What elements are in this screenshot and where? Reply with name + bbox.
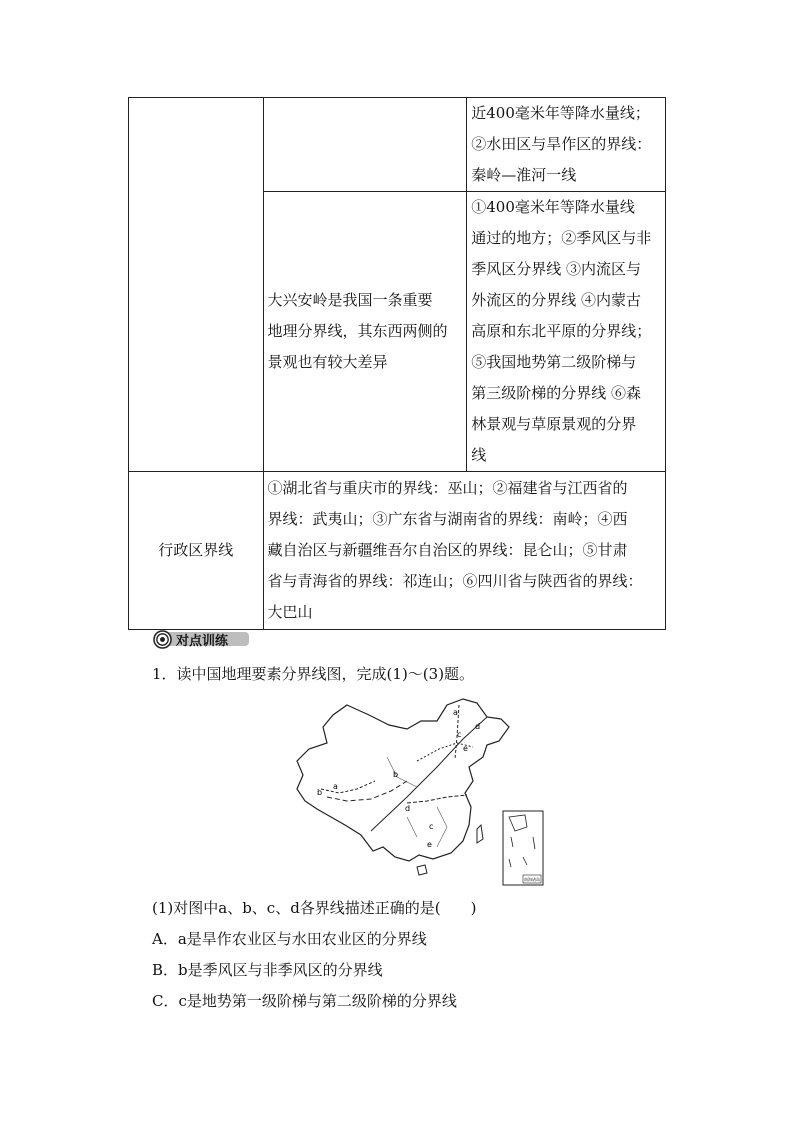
sub-question: (1)对图中a、b、c、d各界线描述正确的是( ) xyxy=(152,899,477,917)
map-label-e-ne: e xyxy=(463,744,468,753)
table-cell-daxinganling: 大兴安岭是我国一条重要 地理分界线，其东西两侧的 景观也有较大差异 xyxy=(263,192,467,472)
hainan-island xyxy=(417,865,427,875)
section-badge xyxy=(153,629,249,649)
map-label-c: c xyxy=(429,822,434,831)
table-cell-admin-boundary-title: 行政区界线 xyxy=(129,472,264,630)
badge-label: 对点训练 xyxy=(176,633,229,649)
table-cell-empty xyxy=(263,98,467,192)
table-cell-admin-boundary-list: ①湖北省与重庆市的界线：巫山；②福建省与江西省的 界线：武夷山；③广东省与湖南省的界线：南岭；④西 藏自治区与新疆维吾尔自治区的界线：昆仑山；⑤甘肃 省与青海省的界线：祁连山；⑥四川省与陕西省的界线： 大巴山 xyxy=(263,472,666,630)
map-label-d-ne: d xyxy=(475,722,481,731)
inset-caption: 南海诸岛 xyxy=(524,877,540,882)
map-label-a-ne: a xyxy=(453,708,458,717)
boundary-table xyxy=(128,97,666,630)
question-stem: 1．读中国地理要素分界线图，完成(1)～(3)题。 xyxy=(152,665,475,683)
option-b: B．b是季风区与非季风区的分界线 xyxy=(152,961,383,979)
map-label-b-w: b xyxy=(317,788,323,797)
map-label-b: b xyxy=(393,770,399,779)
map-label-e-s: e xyxy=(427,840,432,849)
map-label-a-w: a xyxy=(333,782,338,791)
option-c: C．c是地势第一级阶梯与第二级阶梯的分界线 xyxy=(152,992,457,1010)
option-a: A．a是旱作农业区与水田农业区的分界线 xyxy=(152,930,427,948)
inset-box xyxy=(503,811,543,885)
table-cell-empty xyxy=(129,98,264,472)
taiwan-island xyxy=(477,825,483,843)
china-boundary-map xyxy=(287,697,545,887)
map-label-c-ne: c xyxy=(457,730,462,739)
table-cell-daxinganling-lines: ①400毫米年等降水量线 通过的地方；②季风区与非 季风区分界线 ③内流区与 外流区的分界线 ④内蒙古 高原和东北平原的分界线； ⑤我国地势第二级阶梯与 第三级阶梯的分界线 ⑥森 林景观与草原景观的分界 线 xyxy=(467,192,666,472)
target-icon xyxy=(153,630,172,649)
map-label-d: d xyxy=(405,804,411,813)
table-cell-precipitation-line: 近400毫米年等降水量线； ②水田区与旱作区的界线： 秦岭—淮河一线 xyxy=(467,98,666,192)
